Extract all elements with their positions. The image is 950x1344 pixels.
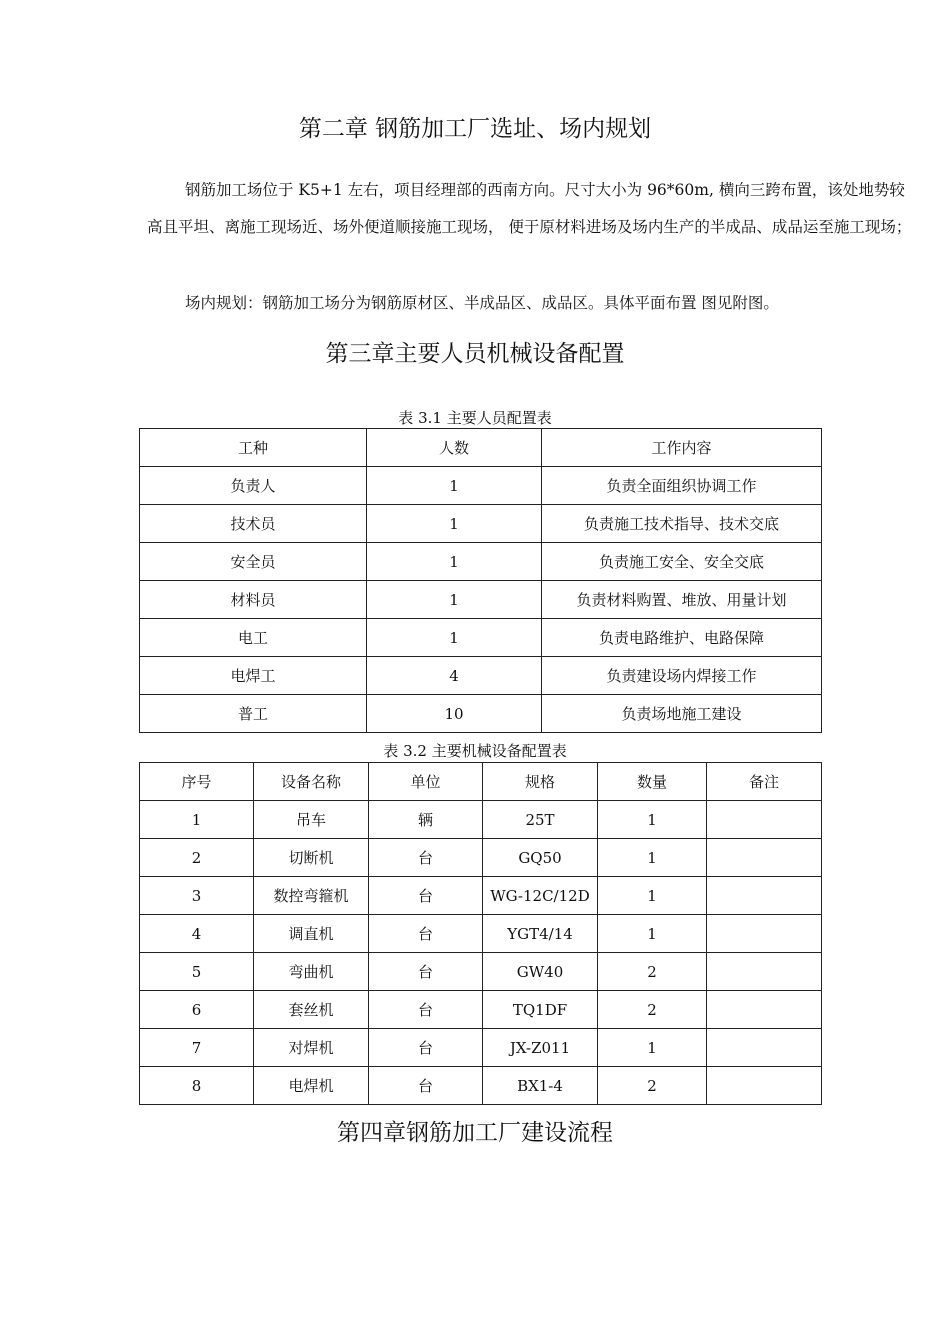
header-cell: 设备名称 (254, 763, 369, 801)
personnel-table (139, 428, 822, 733)
table-cell: 数控弯箍机 (254, 877, 369, 915)
table-cell: 6 (140, 991, 254, 1029)
table-cell: 台 (369, 839, 483, 877)
table-cell: 4 (367, 657, 542, 695)
table-cell: 台 (369, 877, 483, 915)
equipment-table (139, 762, 822, 1105)
table-cell: 负责材料购置、堆放、用量计划 (542, 581, 822, 619)
table-cell: 套丝机 (254, 991, 369, 1029)
table-cell: 安全员 (140, 543, 367, 581)
table-cell: 电焊机 (254, 1067, 369, 1105)
site-location-paragraph: 钢筋加工场位于 K5+1 左右，项目经理部的西南方向。尺寸大小为 96*60m, 横向三跨布置，该处地势较高且平坦、离施工现场近、场外便道顺接施工现场， 便于原材料进场及场内生产的半成品、成品运至施工现场； (147, 181, 912, 236)
table-cell (707, 839, 822, 877)
chapter-3-title: 第三章主要人员机械设备配置 (325, 341, 625, 367)
table-row (140, 581, 822, 619)
header-cell: 单位 (369, 763, 483, 801)
table-cell: 负责全面组织协调工作 (542, 467, 822, 505)
header-cell: 序号 (140, 763, 254, 801)
table-row (140, 839, 822, 877)
table-cell: 1 (598, 801, 707, 839)
table-cell: 台 (369, 1029, 483, 1067)
table-cell (707, 801, 822, 839)
table-cell: 1 (367, 467, 542, 505)
table-cell: 1 (367, 543, 542, 581)
header-cell: 工种 (140, 429, 367, 467)
table-cell: 1 (598, 1029, 707, 1067)
table-cell: 1 (598, 839, 707, 877)
equipment-table-caption: 表 3.2 主要机械设备配置表 (383, 742, 567, 760)
table-cell: 负责施工安全、安全交底 (542, 543, 822, 581)
table-row (140, 877, 822, 915)
table-cell: 普工 (140, 695, 367, 733)
table-cell: 切断机 (254, 839, 369, 877)
table-cell: GQ50 (483, 839, 598, 877)
table-cell: 负责电路维护、电路保障 (542, 619, 822, 657)
table-row (140, 657, 822, 695)
header-cell: 工作内容 (542, 429, 822, 467)
site-planning-paragraph: 场内规划：钢筋加工场分为钢筋原材区、半成品区、成品区。具体平面布置 图见附图。 (185, 294, 779, 312)
table-cell (707, 1029, 822, 1067)
table-row (140, 505, 822, 543)
table-cell: 弯曲机 (254, 953, 369, 991)
table-cell: 1 (367, 505, 542, 543)
table-cell: 负责人 (140, 467, 367, 505)
table-cell: 2 (140, 839, 254, 877)
table-cell: 2 (598, 1067, 707, 1105)
table-cell: 1 (598, 877, 707, 915)
table-cell: 2 (598, 991, 707, 1029)
header-cell: 规格 (483, 763, 598, 801)
table-row (140, 991, 822, 1029)
table-cell: JX-Z011 (483, 1029, 598, 1067)
table-row (140, 467, 822, 505)
table-cell: 负责施工技术指导、技术交底 (542, 505, 822, 543)
table-cell: BX1-4 (483, 1067, 598, 1105)
table-cell: 台 (369, 953, 483, 991)
table-row (140, 695, 822, 733)
table-cell: GW40 (483, 953, 598, 991)
table-cell: 8 (140, 1067, 254, 1105)
table-cell (707, 915, 822, 953)
table-cell: 台 (369, 1067, 483, 1105)
table-cell: 调直机 (254, 915, 369, 953)
header-cell: 备注 (707, 763, 822, 801)
table-header-row (140, 763, 822, 801)
table-cell: 3 (140, 877, 254, 915)
table-header-row (140, 429, 822, 467)
table-cell: 1 (140, 801, 254, 839)
table-cell: TQ1DF (483, 991, 598, 1029)
table-cell (707, 991, 822, 1029)
chapter-4-title: 第四章钢筋加工厂建设流程 (337, 1120, 613, 1146)
header-cell: 人数 (367, 429, 542, 467)
table-cell: WG-12C/12D (483, 877, 598, 915)
table-cell: 25T (483, 801, 598, 839)
table-cell: 辆 (369, 801, 483, 839)
table-cell: 台 (369, 991, 483, 1029)
table-cell: 电工 (140, 619, 367, 657)
table-cell: 负责建设场内焊接工作 (542, 657, 822, 695)
table-cell: 10 (367, 695, 542, 733)
table-cell (707, 877, 822, 915)
table-row (140, 1067, 822, 1105)
table-cell: 7 (140, 1029, 254, 1067)
table-cell (707, 1067, 822, 1105)
table-cell: 4 (140, 915, 254, 953)
table-row (140, 915, 822, 953)
table-cell: 吊车 (254, 801, 369, 839)
table-row (140, 543, 822, 581)
table-cell: 材料员 (140, 581, 367, 619)
table-cell: 1 (367, 619, 542, 657)
table-cell: 1 (367, 581, 542, 619)
table-cell: 1 (598, 915, 707, 953)
table-cell: 电焊工 (140, 657, 367, 695)
table-cell: 5 (140, 953, 254, 991)
table-row (140, 619, 822, 657)
table-cell: 负责场地施工建设 (542, 695, 822, 733)
header-cell: 数量 (598, 763, 707, 801)
table-row (140, 953, 822, 991)
chapter-2-title: 第二章 钢筋加工厂选址、场内规划 (298, 116, 652, 142)
table-cell: 对焊机 (254, 1029, 369, 1067)
table-row (140, 1029, 822, 1067)
table-cell: 台 (369, 915, 483, 953)
table-cell: 技术员 (140, 505, 367, 543)
personnel-table-caption: 表 3.1 主要人员配置表 (398, 409, 552, 427)
table-cell: 2 (598, 953, 707, 991)
table-row (140, 801, 822, 839)
table-cell: YGT4/14 (483, 915, 598, 953)
table-cell (707, 953, 822, 991)
